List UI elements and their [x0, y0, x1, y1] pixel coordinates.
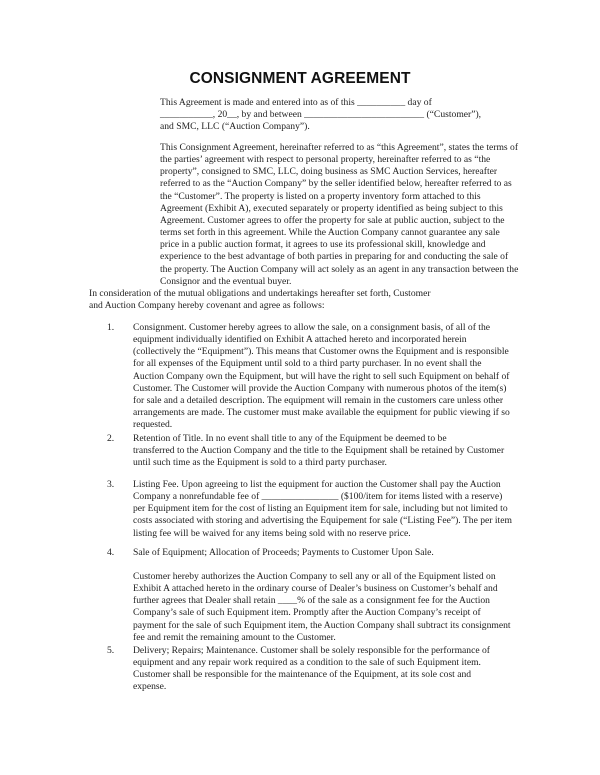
clause-number: 4. — [107, 547, 115, 558]
clause-heading: Sale of Equipment; Allocation of Proceeds; Payments to Customer Upon Sale. — [133, 547, 434, 558]
text-line: for sale and a detailed description. The equipment will remain in the customers care unless other — [133, 394, 504, 406]
text-line: costs associated with storing and advertising the Equipement for sale (“Listing Fee”). The per item — [133, 515, 512, 527]
text-line: for all expenses of the Equipment until sold to a third party purchaser. In no event shall the — [133, 358, 482, 370]
intro-paragraph — [160, 97, 481, 133]
text-line: Company a nonrefundable fee of ________________ ($100/item for items listed with a reserve) — [133, 491, 503, 503]
text-line: Consignor and the eventual buyer. — [160, 275, 292, 287]
text-line: the parties’ agreement with respect to personal property, hereinafter referred to as “the — [160, 154, 491, 166]
text-line: Customer hereby authorizes the Auction Company to sell any or all of the Equipment listed on — [133, 571, 496, 582]
text-line: property”, consigned to SMC, LLC, doing business as SMC Auction Services, hereafter — [160, 166, 498, 178]
clause-number: 3. — [107, 479, 115, 490]
text-line: the property. The Auction Company will act solely as an agent in any transaction between the — [160, 263, 519, 275]
text-line: Customer shall be responsible for the maintenance of the Equipment, at its sole cost and — [133, 669, 472, 681]
consideration-paragraph — [89, 288, 431, 312]
text-line: Consignment. Customer hereby agrees to allow the sale, on a consignment basis, of all of the — [133, 322, 491, 333]
text-line: transferred to the Auction Company and the title to the Equipment shall be retained by Customer — [133, 445, 505, 457]
text-line: equipment individually identified on Exhibit A attached hereto and incorporated herein — [133, 334, 467, 346]
text-line: fee and remit the remaining amount to the Customer. — [133, 631, 336, 643]
text-line: and SMC, LLC (“Auction Company”). — [160, 121, 310, 133]
text-line: arrangements are made. The customer must make available the equipment for public viewing if so — [133, 407, 510, 419]
text-line: This Consignment Agreement, hereinafter referred to as “this Agreement”, states the terms of — [160, 142, 519, 153]
text-line: Company’s sale of such Equipment item. Promptly after the Auction Company’s receipt of — [133, 607, 481, 619]
text-line: listing fee will be waived for any items being sold with no reserve price. — [133, 527, 411, 539]
text-line: Agreement (Exhibit A), executed separately or property identified as being subject to this — [160, 202, 503, 214]
clause-number: 1. — [107, 322, 115, 333]
text-line: payment for the sale of such Equipment item, the Auction Company shall subtract its consignment — [133, 619, 511, 631]
text-line: Agreement. Customer agrees to offer the property for sale at public auction, subject to the — [160, 214, 505, 226]
text-line: terms set forth in this agreement. While the Auction Company cannot guarantee any sale — [160, 227, 500, 239]
text-line: until such time as the Equipment is sold to a third party purchaser. — [133, 457, 387, 469]
text-line: equipment and any repair work required as a condition to the sale of such Equipment item. — [133, 657, 481, 669]
text-line: per Equipment item for the cost of listing an Equipment item for sale, including but not limited to — [133, 503, 508, 515]
text-line: In consideration of the mutual obligations and undertakings hereafter set forth, Customer — [89, 288, 431, 299]
text-line: expense. — [133, 681, 167, 693]
recital-paragraph — [160, 142, 518, 288]
clause-number: 5. — [107, 645, 115, 656]
text-line: This Agreement is made and entered into as of this __________ day of — [160, 97, 432, 108]
text-line: the “Customer”. The property is listed on a property inventory form attached to this — [160, 190, 481, 202]
text-line: Exhibit A attached hereto in the ordinary course of Dealer’s business on Customer’s behalf and — [133, 583, 498, 595]
text-line: ___________, 20__, by and between _________________________ (“Customer”), — [160, 109, 482, 121]
text-line: Auction Company own the Equipment, but will have the right to sell such Equipment on behalf of — [133, 370, 510, 382]
text-line: Retention of Title. In no event shall title to any of the Equipment be deemed to be — [133, 433, 447, 444]
text-line: Customer. The Customer will provide the Auction Company with numerous photos of the item(s) — [133, 382, 507, 394]
text-line: requested. — [133, 419, 173, 431]
text-line: Delivery; Repairs; Maintenance. Customer shall be solely responsible for the performance of — [133, 645, 490, 656]
text-line: further agrees that Dealer shall retain ____% of the sale as a consignment fee for the Auction — [133, 595, 490, 607]
text-line: Listing Fee. Upon agreeing to list the equipment for auction the Customer shall pay the Auction — [133, 479, 501, 490]
clause-4-body — [133, 571, 511, 644]
text-line: (collectively the “Equipment”). This means that Customer owns the Equipment and is responsible — [133, 346, 509, 358]
text-line: and Auction Company hereby covenant and agree as follows: — [89, 300, 325, 312]
text-line: price in a public auction format, it agrees to use its professional skill, knowledge and — [160, 239, 486, 251]
clause-number: 2. — [107, 433, 115, 444]
document-title: CONSIGNMENT AGREEMENT — [189, 70, 411, 87]
text-line: experience to the best advantage of both parties in preparing for and conducting the sale of — [160, 251, 509, 263]
text-line: referred to as the “Auction Company” by the seller identified below, hereafter referred to as — [160, 178, 512, 190]
